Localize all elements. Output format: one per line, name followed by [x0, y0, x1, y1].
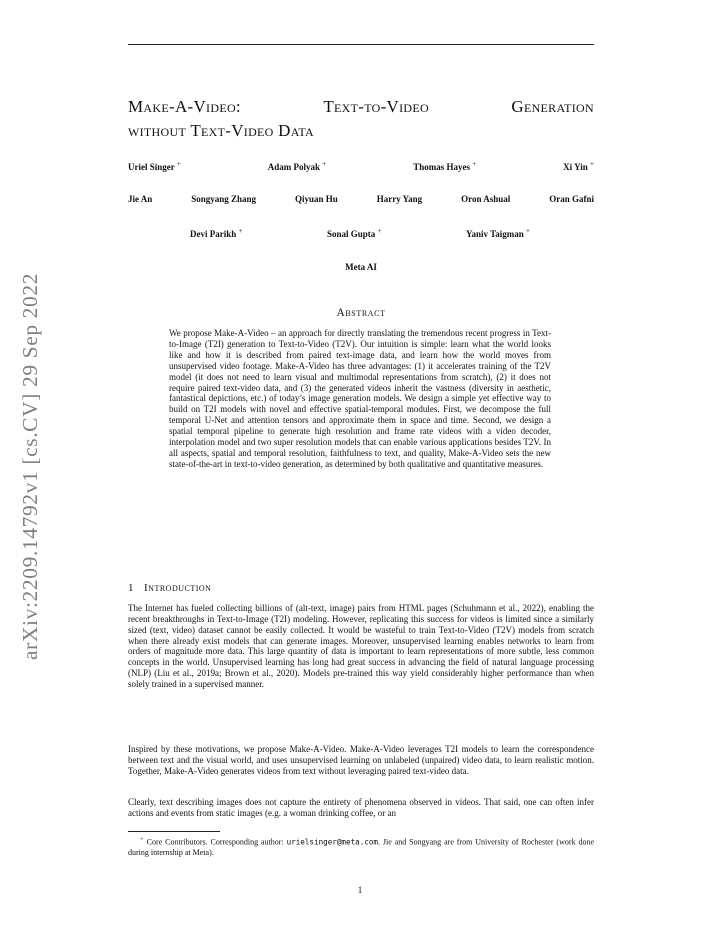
author: Uriel Singer +	[128, 160, 181, 172]
author: Oron Ashual	[461, 194, 511, 204]
title-word: Text-to-Video	[323, 97, 429, 116]
section-heading	[128, 582, 211, 594]
affiliation: Meta AI	[345, 262, 377, 272]
body-paragraph: Inspired by these motivations, we propose Make-A-Video. Make-A-Video leverages T2I models to learn the correspondence between text and the visual world, and uses unsupervised learning on unlabeled (unpaired) video data, to learn realistic motion. Together, Make-A-Video generates videos from text without leveraging paired text-video data.	[128, 744, 594, 776]
footnote-mark: +	[140, 836, 144, 843]
author: Qiyuan Hu	[294, 194, 338, 204]
author: Sonal Gupta +	[326, 227, 382, 239]
body-paragraph: The Internet has fueled collecting billions of (alt-text, image) pairs from HTML pages (Schuhmann et al., 2022), enabling the recent breakthroughs in Text-to-Image (T2I) modeling. However, replicating this success for videos is limited since a similarly sized (text, video) dataset cannot be easily collected. It would be wasteful to train Text-to-Video (T2V) models from scratch when there already exist models that can generate images. Moreover, unsupervised learning enables networks to learn from orders of magnitude more data. This large quantity of data is important to learn representations of more subtle, less common concepts in the world. Unsupervised learning has long had great success in advancing the field of natural language processing (NLP) (Liu et al., 2019a; Brown et al., 2020). Models pre-trained this way yield considerably higher performance than when solely trained in a supervised manner.	[128, 603, 594, 689]
body-paragraph: Clearly, text describing images does not capture the entirety of phenomena observed in videos. That said, one can often infer actions and events from static images (e.g. a woman drinking coffee, or an	[128, 797, 594, 818]
author: Harry Yang	[376, 194, 423, 204]
paper-title	[128, 95, 594, 143]
section-title: Introduction	[144, 582, 212, 594]
author: Thomas Hayes +	[413, 160, 477, 172]
author: Xi Yin +	[563, 160, 594, 172]
title-word: Make-A-Video:	[128, 97, 241, 116]
author: Oran Gafni	[549, 194, 594, 204]
author: Songyang Zhang	[191, 194, 257, 204]
author: Adam Polyak +	[267, 160, 327, 172]
page-number: 1	[357, 885, 363, 895]
title-line-1	[128, 95, 594, 119]
footnote: + Core Contributors. Corresponding author: urielsinger@meta.com. Jie and Songyang are from University of Rochester (work done during internship at Meta).	[128, 836, 594, 857]
arxiv-stamp: arXiv:2209.14792v1 [cs.CV] 29 Sep 2022	[18, 272, 42, 660]
author-row-2	[128, 194, 594, 204]
author-row-3	[190, 227, 530, 239]
top-rule	[128, 44, 594, 45]
author: Yaniv Taigman +	[466, 227, 530, 239]
author: Devi Parikh +	[190, 227, 243, 239]
author: Jie An	[128, 194, 153, 204]
section-number: 1	[128, 582, 134, 594]
author-row-1	[128, 160, 594, 172]
email-link[interactable]: urielsinger@meta.com	[286, 837, 378, 847]
title-line-2: without Text-Video Data	[128, 121, 315, 140]
title-word: Generation	[511, 97, 594, 116]
footnote-rule	[128, 831, 220, 832]
abstract-heading: Abstract	[336, 307, 386, 319]
abstract-text: We propose Make-A-Video – an approach for directly translating the tremendous recent progress in Text-to-Image (T2I) generation to Text-to-Video (T2V). Our intuition is simple: learn what the world looks like and how it is described from paired text-image data, and learn how the world moves from unsupervised video footage. Make-A-Video has three advantages: (1) it accelerates training of the T2V model (it does not need to learn visual and multimodal representations from scratch), (2) it does not require paired text-video data, and (3) the generated videos inherit the vastness (diversity in aesthetic, fantastical depictions, etc.) of today’s image generation models. We design a simple yet effective way to build on T2I models with novel and effective spatial-temporal modules. First, we decompose the full temporal U-Net and attention tensors and approximate them in space and time. Second, we design a spatial temporal pipeline to generate high resolution and frame rate videos with a video decoder, interpolation model and two super resolution models that can enable various applications besides T2V. In all aspects, spatial and temporal resolution, faithfulness to text, and quality, Make-A-Video sets the new state-of-the-art in text-to-video generation, as determined by both qualitative and quantitative measures.	[169, 328, 551, 469]
